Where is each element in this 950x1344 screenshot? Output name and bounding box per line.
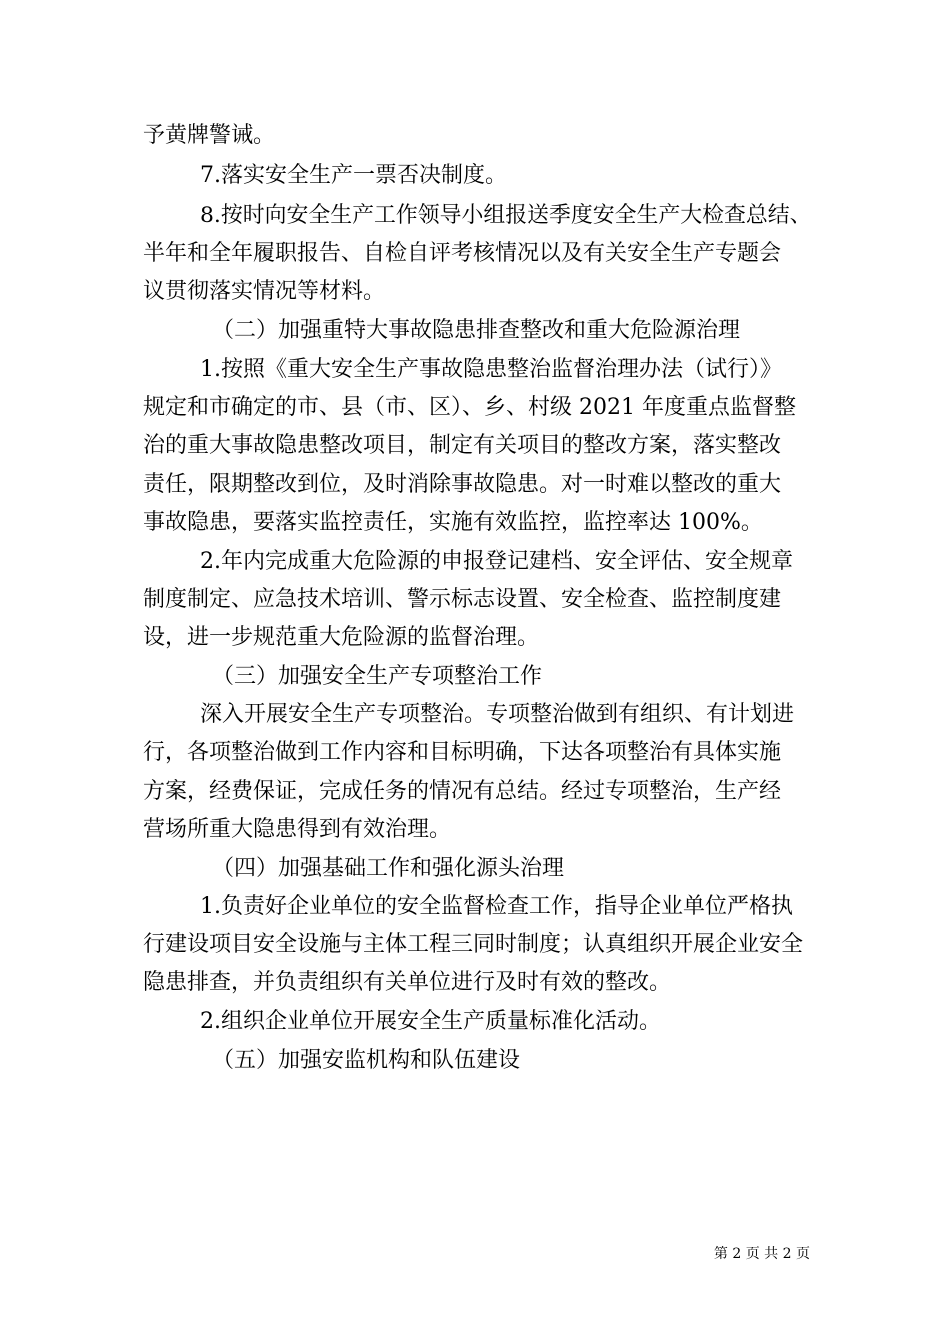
text-line: 1.按照《重大安全生产事故隐患整治监督治理办法（试行）》 <box>200 357 782 382</box>
text-line: 隐患排查，并负责组织有关单位进行及时有效的整改。 <box>143 970 672 995</box>
text-line: 7.落实安全生产一票否决制度。 <box>200 163 507 188</box>
text-line: 治的重大事故隐患整改项目，制定有关项目的整改方案，落实整改 <box>143 433 782 458</box>
text-line: 予黄牌警诫。 <box>143 123 276 148</box>
text-line: 事故隐患，要落实监控责任，实施有效监控，监控率达 100%。 <box>143 510 763 535</box>
text-line: 议贯彻落实情况等材料。 <box>143 279 386 304</box>
text-line: 责任，限期整改到位，及时消除事故隐患。对一时难以整改的重大 <box>143 472 782 497</box>
text-line: 半年和全年履职报告、自检自评考核情况以及有关安全生产专题会 <box>143 241 782 266</box>
text-line: 8.按时向安全生产工作领导小组报送季度安全生产大检查总结、 <box>200 203 812 228</box>
text-line: 方案，经费保证，完成任务的情况有总结。经过专项整治，生产经 <box>143 779 782 804</box>
text-line: 2.组织企业单位开展安全生产质量标准化活动。 <box>200 1009 661 1034</box>
section-heading: （三）加强安全生产专项整治工作 <box>212 664 543 689</box>
section-heading: （四）加强基础工作和强化源头治理 <box>212 856 565 881</box>
text-line: 行建设项目安全设施与主体工程三同时制度；认真组织开展企业安全 <box>143 932 804 957</box>
text-line: 营场所重大隐患得到有效治理。 <box>143 817 452 842</box>
section-heading: （二）加强重特大事故隐患排查整改和重大危险源治理 <box>212 318 741 343</box>
text-line: 行，各项整治做到工作内容和目标明确，下达各项整治有具体实施 <box>143 740 782 765</box>
page-number-footer: 第 2 页 共 2 页 <box>713 1246 810 1262</box>
text-line: 2.年内完成重大危险源的申报登记建档、安全评估、安全规章 <box>200 549 793 574</box>
text-line: 制度制定、应急技术培训、警示标志设置、安全检查、监控制度建 <box>143 587 782 612</box>
section-heading: （五）加强安监机构和队伍建设 <box>212 1048 521 1073</box>
text-line: 规定和市确定的市、县（市、区）、乡、村级 2021 年度重点监督整 <box>143 395 796 420</box>
text-line: 深入开展安全生产专项整治。专项整治做到有组织、有计划进 <box>200 702 795 727</box>
text-line: 1.负责好企业单位的安全监督检查工作，指导企业单位严格执 <box>200 894 793 919</box>
text-line: 设，进一步规范重大危险源的监督治理。 <box>143 625 540 650</box>
